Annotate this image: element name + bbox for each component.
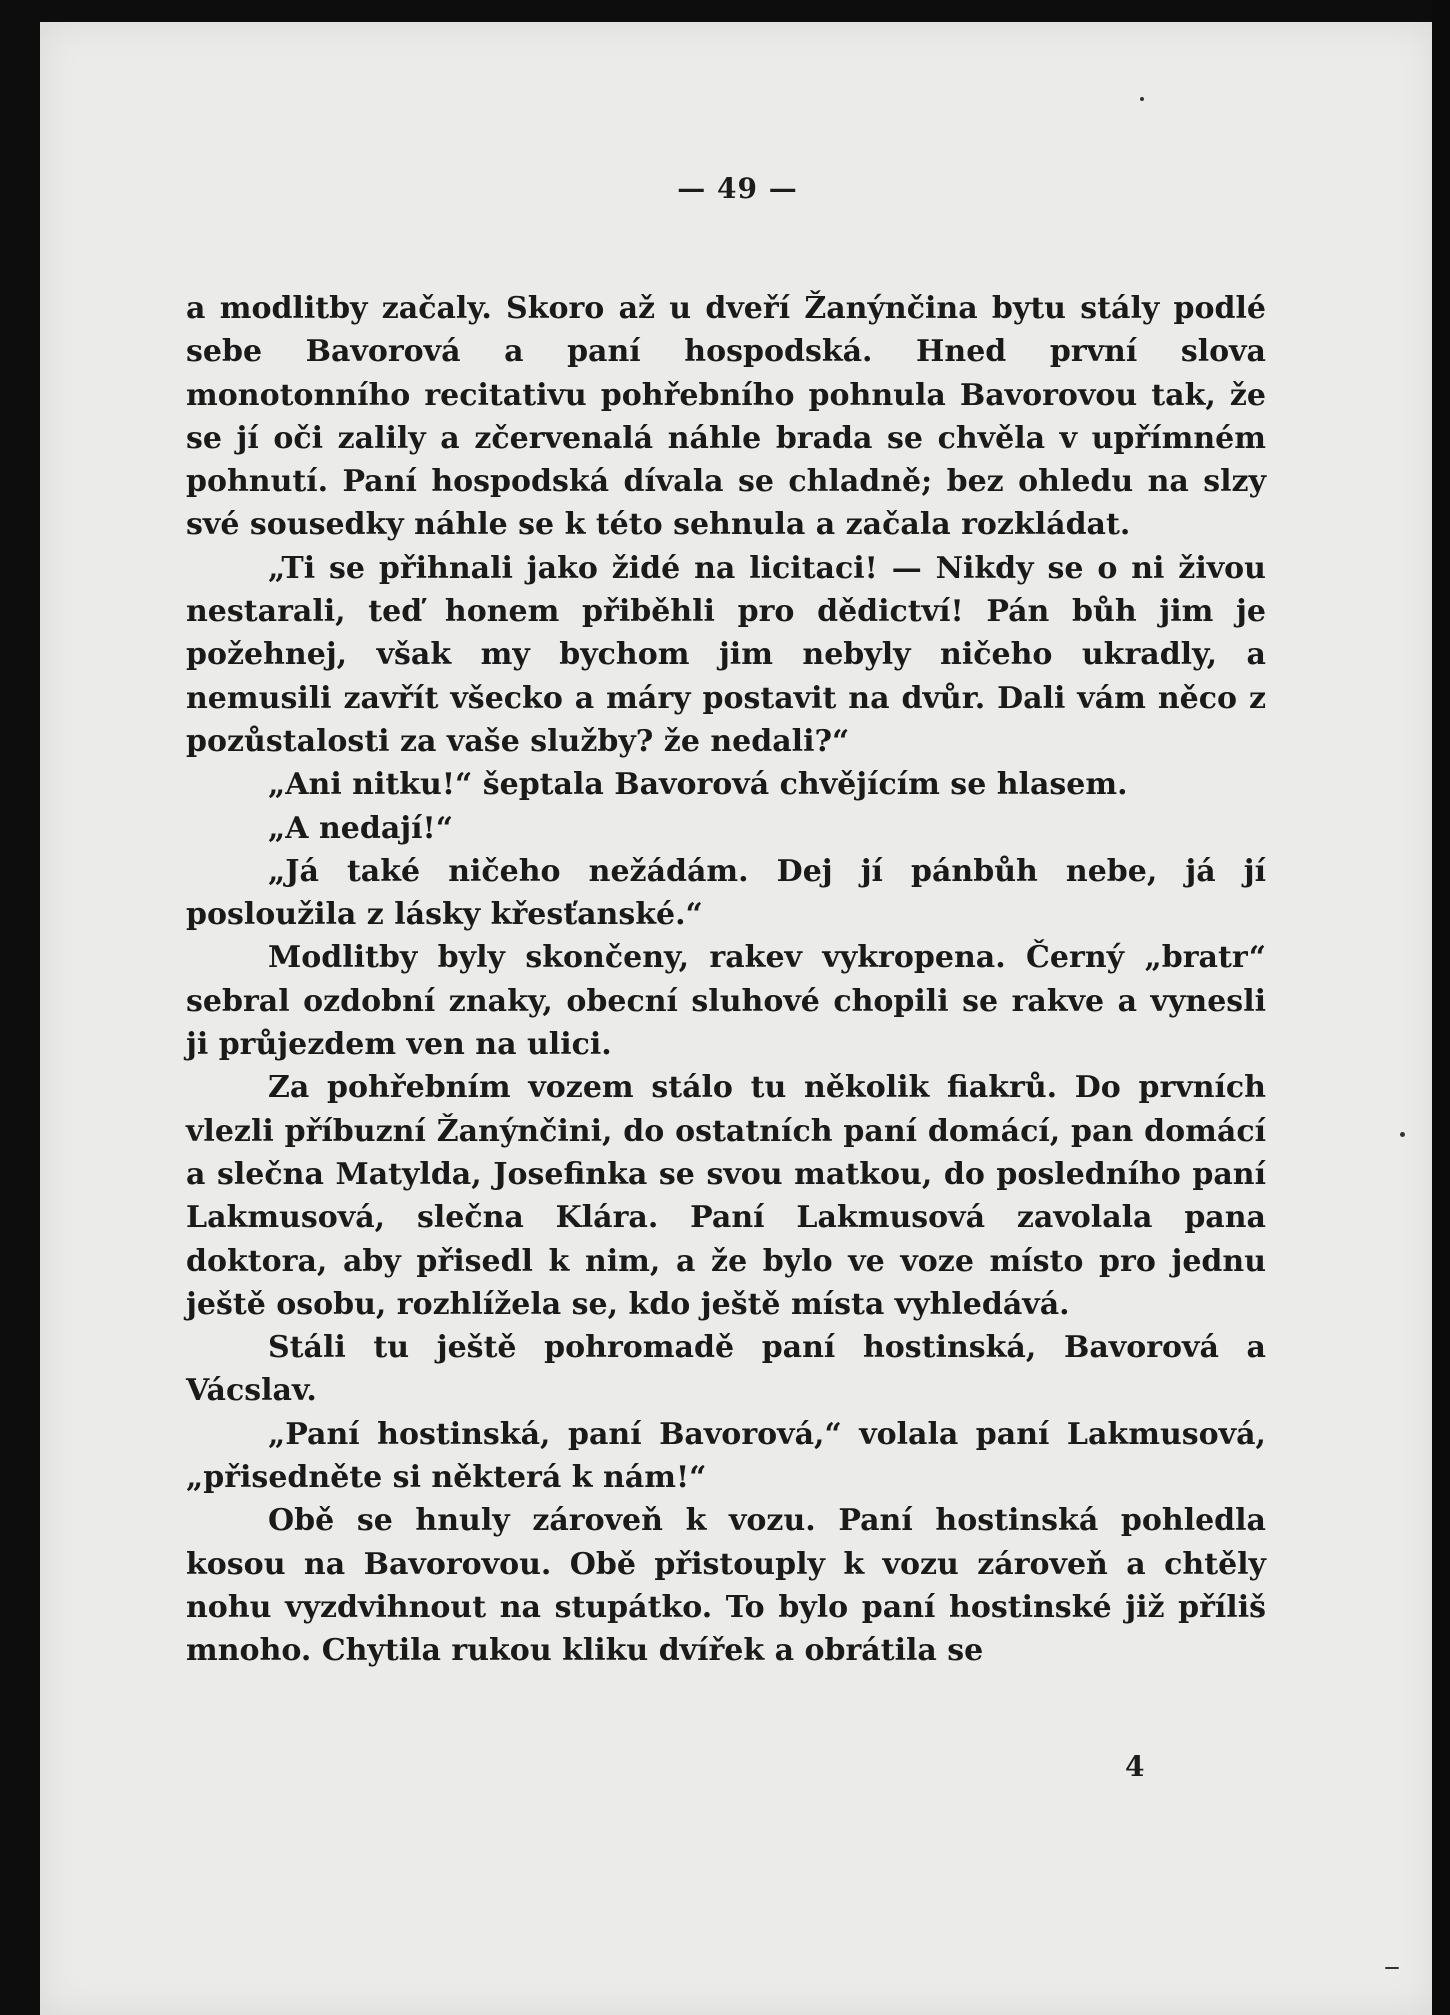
paper-speck bbox=[1400, 1132, 1405, 1137]
paragraph: Stáli tu ještě pohromadě paní hostinská, Bavorová a Vácslav. bbox=[186, 1330, 1266, 1409]
paragraph: „Ani nitku!“ šeptala Bavorová chvějícím se hlasem. bbox=[268, 767, 1128, 803]
paragraph: a modlitby začaly. Skoro až u dveří Žanýnčina bytu stály podlé sebe Bavorová a paní hospodská. Hned první slova monotonního recitativu pohřebního pohnula Bavorovou tak, že se jí oči zalily a zčervenalá náhle brada se chvěla v upřímném pohnutí. Paní hospodská dívala se chladně; bez ohledu na slzy své sousedky náhle se k této sehnula a začala rozkládat. bbox=[186, 291, 1266, 543]
page-number: — 49 — bbox=[677, 172, 798, 205]
paragraph: Za pohřebním vozem stálo tu několik fiakrů. Do prvních vlezli příbuzní Žanýnčini, do ostatních paní domácí, pan domácí a slečna Matylda, Josefinka se svou matkou, do posledního paní Lakmusová, slečna Klára. Paní Lakmusová zavolala pana doktora, aby přisedl k nim, a že bylo ve voze místo pro jednu ještě osobu, rozhlížela se, kdo ještě místa vyhledává. bbox=[186, 1070, 1266, 1322]
paragraph: „A nedají!“ bbox=[268, 810, 453, 846]
paragraph: „Ti se přihnali jako židé na licitaci! — Nikdy se o ni živou nestarali, teď honem přiběhli pro dědictví! Pán bůh jim je požehnej, však my bychom jim nebyly ničeho ukradly, a nemusili zavřít všecko a máry postavit na dvůr. Dali vám něco z pozůstalosti za vaše služby? že nedali?“ bbox=[186, 550, 1266, 759]
book-page bbox=[40, 22, 1435, 2015]
body-text bbox=[186, 287, 1266, 1673]
page-edge-shadow bbox=[1432, 0, 1450, 2015]
signature-mark: 4 bbox=[1125, 1750, 1145, 1783]
paragraph: „Paní hostinská, paní Bavorová,“ volala paní Lakmusová, „přisedněte si některá k nám!“ bbox=[186, 1416, 1266, 1496]
paper-speck bbox=[1140, 97, 1144, 101]
paragraph: Modlitby byly skončeny, rakev vykropena. Černý „bratr“ sebral ozdobní znaky, obecní sluhové chopili se rakve a vynesli ji průjezdem ven na ulici. bbox=[186, 940, 1266, 1063]
paper-speck bbox=[1385, 1967, 1399, 1969]
paragraph: „Já také ničeho nežádám. Dej jí pánbůh nebe, já jí posloužila z lásky křesťanské.“ bbox=[186, 853, 1266, 933]
paragraph: Obě se hnuly zároveň k vozu. Paní hostinská pohledla kosou na Bavorovou. Obě přistouply k vozu zároveň a chtěly nohu vyzdvihnout na stupátko. To bylo paní hostinské již příliš mnoho. Chytila rukou kliku dvířek a obrátila se bbox=[186, 1503, 1266, 1669]
